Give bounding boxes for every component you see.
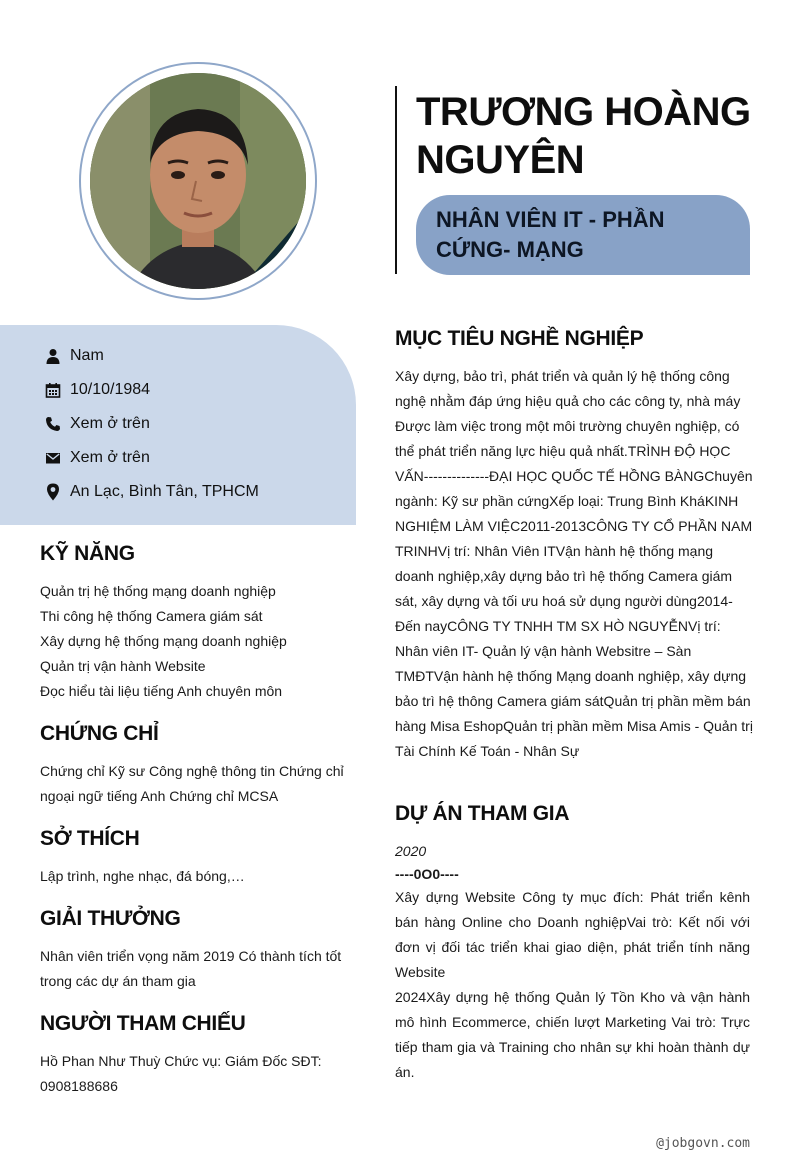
hobbies-heading: SỞ THÍCH	[40, 827, 140, 850]
birthday-value: 10/10/1984	[70, 381, 151, 398]
contact-email	[44, 446, 150, 470]
awards-heading: GIẢI THƯỞNG	[40, 907, 181, 930]
project-year: 2020	[395, 843, 427, 859]
avatar-frame	[79, 62, 317, 300]
hobbies-text: Lập trình, nghe nhạc, đá bóng,…	[40, 868, 245, 884]
project-paragraph-1: Xây dựng Website Công ty mục đích: Phát triển kênh bán hàng Online cho Doanh nghiệpVai trò: Kết nối với đơn vị đối tác triển khai giao diện, phát triển tính năng Website	[395, 889, 750, 980]
calendar-icon	[44, 381, 62, 399]
mail-icon	[44, 449, 62, 467]
references-text: Hồ Phan Như Thuỳ Chức vụ: Giám Đốc SĐT: 0908188686	[40, 1053, 322, 1094]
project-separator: ----0O0----	[395, 866, 459, 882]
skills-heading: KỸ NĂNG	[40, 542, 135, 565]
objective-text: Xây dựng, bảo trì, phát triển và quản lý hệ thống công nghệ nhằm đáp ứng hiệu quả cho các công ty, nhà máy Được làm việc trong một môi trường chuyên nghiệp, có thể phát triển năng lực hiệu quả nhất.TRÌNH ĐỘ HỌC VẤN--------------ĐẠI HỌC QUỐC TẾ HỒNG BÀNGChuyên ngành: Kỹ sư phần cứngXếp loại: Trung Bình KháKINH NGHIỆM LÀM VIỆC2011-2013CÔNG TY CỔ PHẦN NAM TRINHVị trí: Nhân Viên ITVận hành hệ thống mạng doanh nghiệp,xây dựng bảo trì hệ thống Camera giám sát, xây dựng và tối ưu hoá sử dụng người dùng2014- Đến nayCÔNG TY TNHH TM SX HÒ NGUYỄNVị trí: Nhân viên IT- Quản lý vận hành Websitre – Sàn TMĐTVận hành hệ thống Mạng doanh nghiệp, xây dựng bảo trì hệ thông Camera giám sátQuản trị phần mềm bán hàng Misa EshopQuản trị phần mềm Misa Amis - Quản trị Tài Chính Kế Toán - Nhân Sự	[395, 368, 753, 759]
contact-phone	[44, 412, 150, 436]
skill-item: Đọc hiểu tài liệu tiếng Anh chuyên môn	[40, 683, 283, 699]
location-pin-icon	[44, 483, 62, 501]
references-heading: NGƯỜI THAM CHIẾU	[40, 1012, 246, 1035]
project-paragraph-2: 2024Xây dựng hệ thống Quản lý Tồn Kho và vận hành mô hình Ecommerce, chiến lượt Marketing Vai trò: Trực tiếp tham gia và Training cho nhân sự khi hoàn thành dự án.	[395, 989, 750, 1080]
job-title-badge	[416, 195, 750, 275]
skill-item: Thi công hệ thống Camera giám sát	[40, 608, 263, 624]
watermark: @jobgovn.com	[656, 1136, 750, 1151]
skills-list	[40, 579, 350, 704]
skill-item: Xây dựng hệ thống mạng doanh nghiệp	[40, 633, 287, 649]
phone-icon	[44, 415, 62, 433]
gender-value: Nam	[70, 347, 104, 364]
awards-text: Nhân viên triển vọng năm 2019 Có thành tích tốt trong các dự án tham gia	[40, 948, 342, 989]
avatar-photo	[90, 73, 306, 289]
person-icon	[44, 347, 62, 365]
certificates-text: Chứng chỉ Kỹ sư Công nghệ thông tin Chứng chỉ ngoại ngữ tiếng Anh Chứng chỉ MCSA	[40, 763, 344, 804]
phone-value: Xem ở trên	[70, 415, 150, 432]
certificates-heading: CHỨNG CHỈ	[40, 722, 159, 745]
avatar	[90, 73, 306, 289]
skill-item: Quản trị hệ thống mạng doanh nghiệp	[40, 583, 276, 599]
candidate-name: TRƯƠNG HOÀNG NGUYÊN	[416, 90, 751, 182]
header-divider	[395, 86, 397, 274]
skill-item: Quản trị vận hành Website	[40, 658, 206, 674]
address-value: An Lạc, Bình Tân, TPHCM	[70, 483, 259, 500]
contact-address	[44, 480, 259, 504]
contact-birthday	[44, 378, 150, 402]
contact-gender	[44, 344, 104, 368]
objective-heading: MỤC TIÊU NGHỀ NGHIỆP	[395, 327, 644, 350]
job-title: NHÂN VIÊN IT - PHẦN CỨNG- MẠNG	[436, 207, 665, 262]
projects-heading: DỰ ÁN THAM GIA	[395, 802, 570, 825]
email-value: Xem ở trên	[70, 449, 150, 466]
